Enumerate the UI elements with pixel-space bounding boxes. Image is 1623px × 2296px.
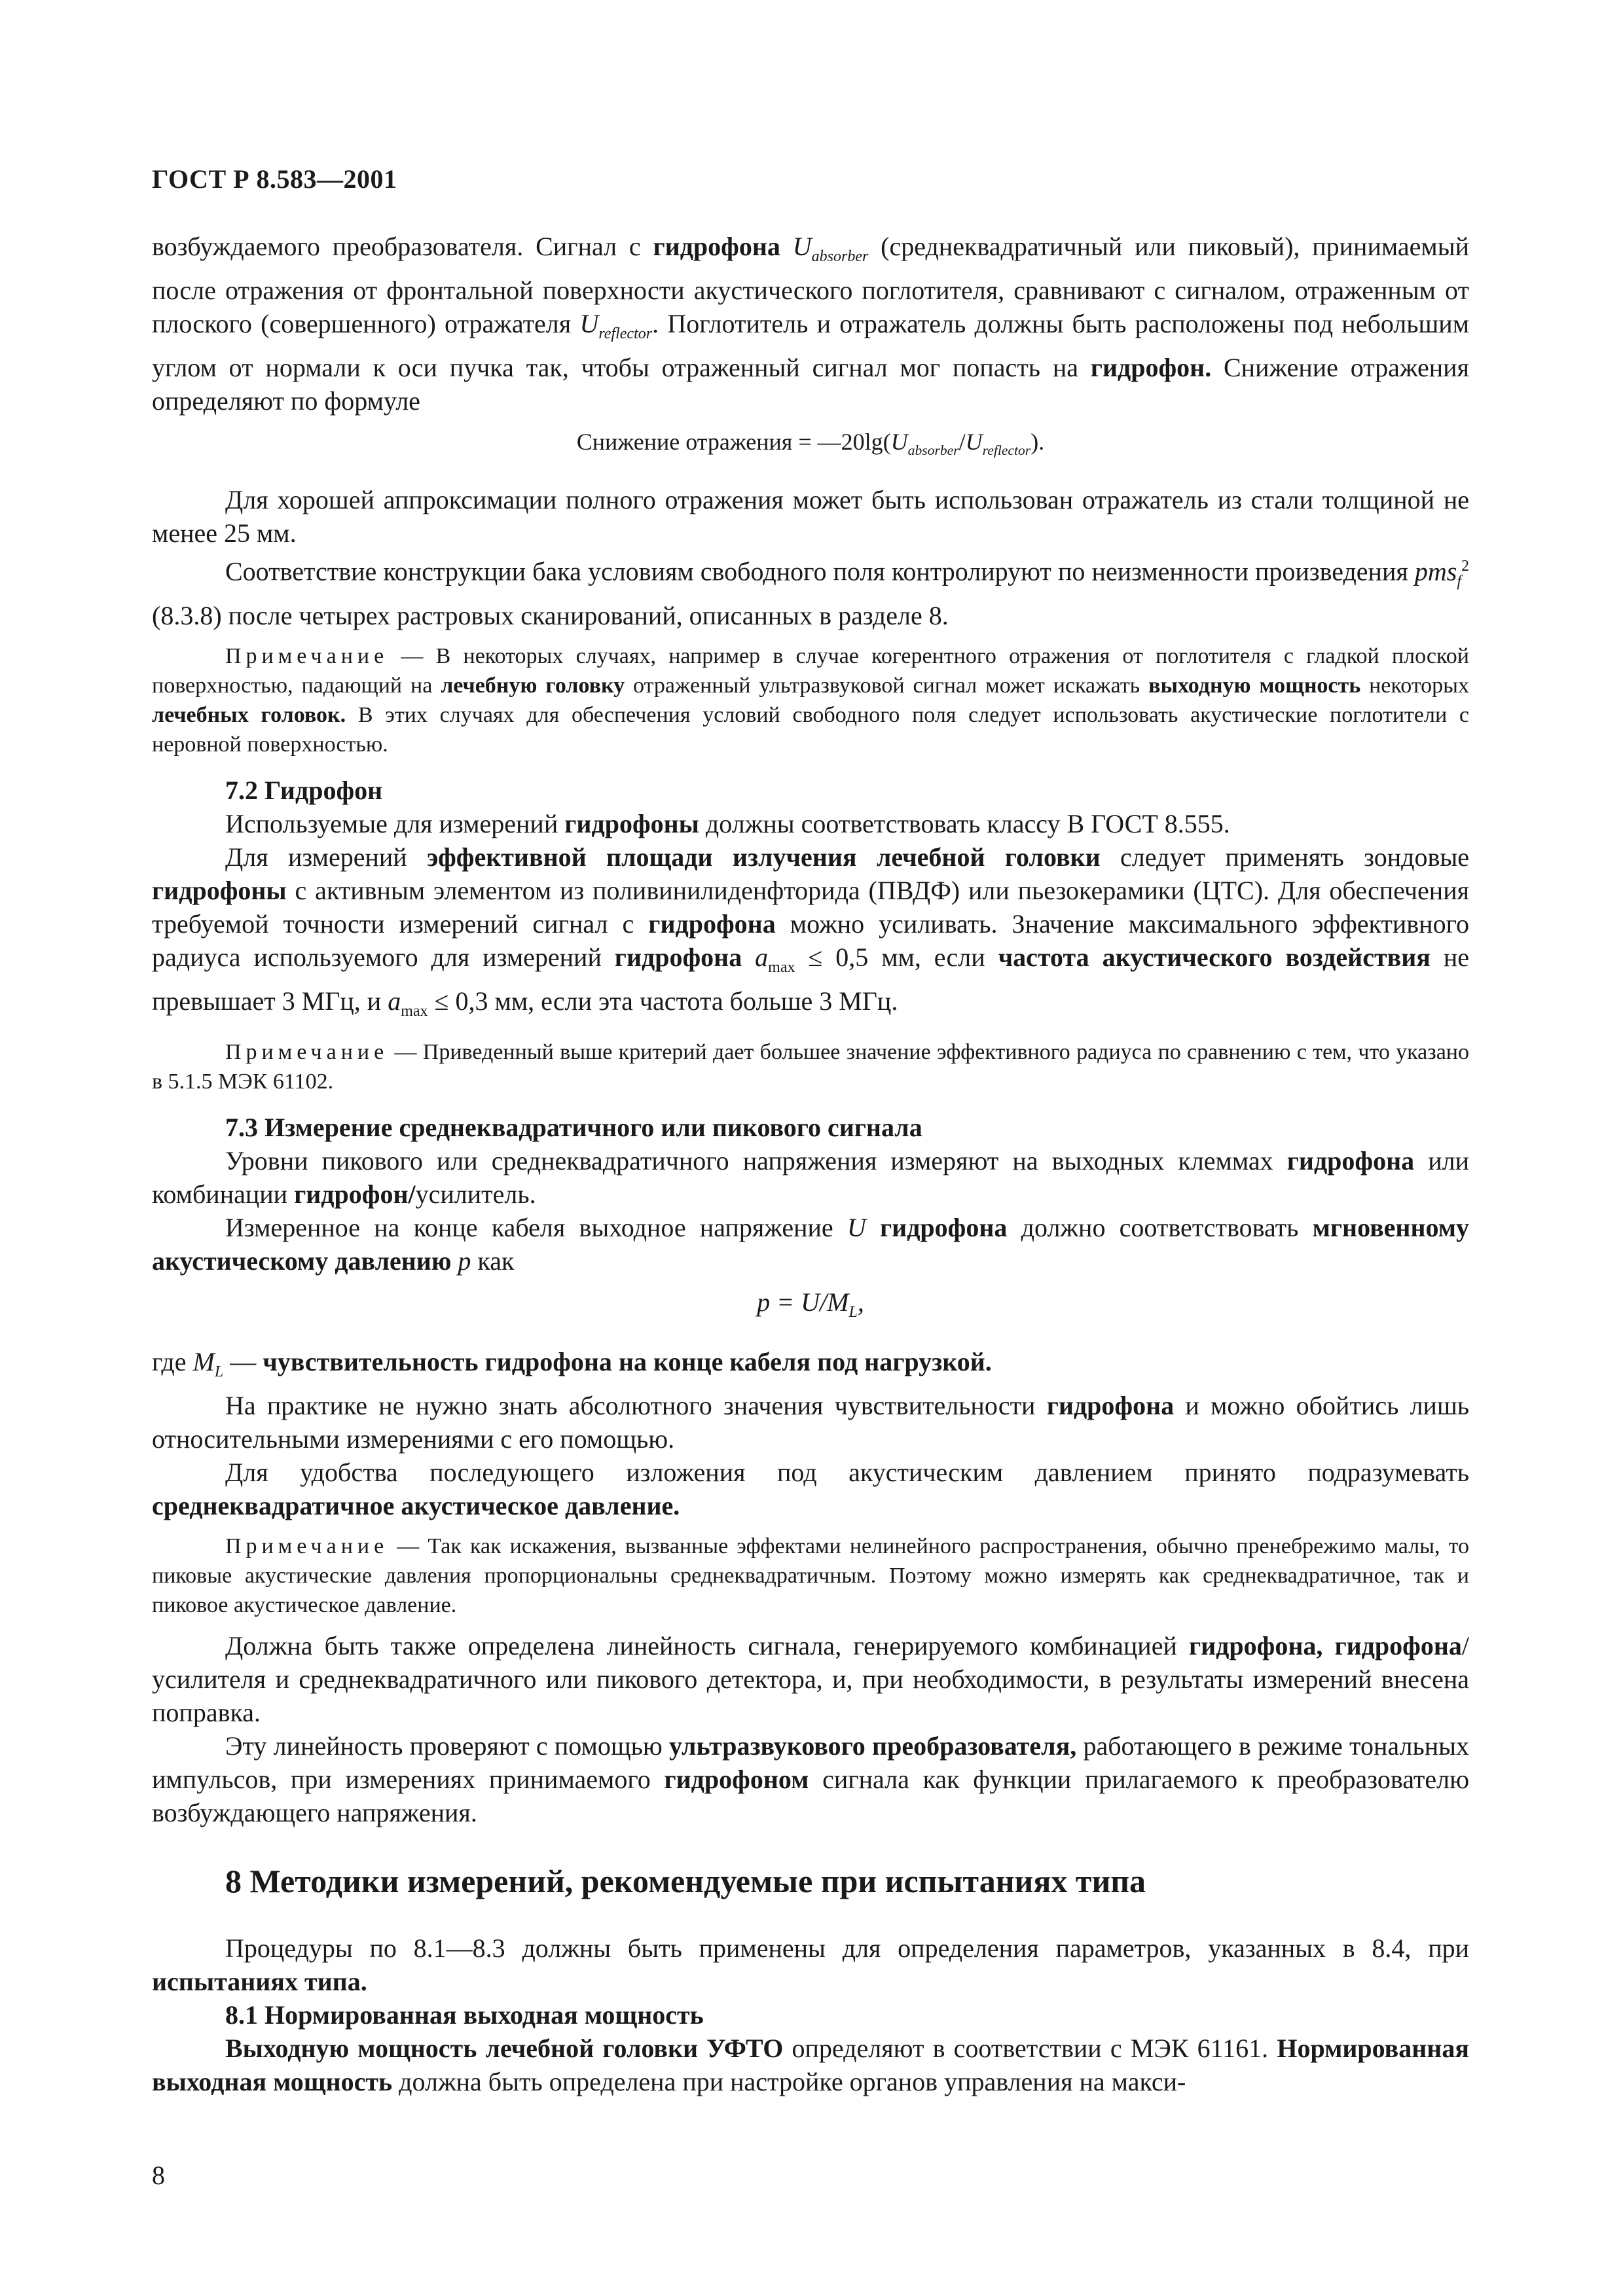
text: отраженный ультразвуковой сигнал может искажать	[625, 673, 1149, 698]
symbol-u: U	[792, 232, 812, 261]
symbol-a: a	[755, 942, 769, 972]
paragraph-linearity	[152, 1629, 1469, 1729]
text: . Поглотитель и отражатель должны быть расположены под небольшим углом от нормали к оси пучка так, чтобы отраженный сигнал мог попасть на	[152, 309, 1470, 382]
term-bold: лечебную головку	[441, 673, 625, 698]
paragraph-linearity-check	[152, 1729, 1469, 1829]
text: где	[152, 1346, 193, 1376]
text: можно усиливать. Значение максимального эффективного радиуса используемого для измерений	[152, 908, 1469, 972]
text: Для измерений	[225, 842, 428, 872]
term-bold: среднеквадратичное акустическое давление.	[152, 1490, 680, 1520]
note-label: Примечание	[225, 1534, 389, 1558]
term-bold: лечебных головок.	[152, 702, 346, 727]
text: с активным элементом из поливинилиденфторида (ПВДФ) или пьезокерамики (ЦТС). Для обеспечения требуемой точности измерений сигнал с	[152, 875, 1469, 939]
paragraph-procedures	[152, 1931, 1469, 1998]
text: (8.3.8) после четырех растровых сканирований, описанных в разделе 8.	[152, 600, 949, 630]
symbol-u: U	[847, 1212, 866, 1242]
term-bold: гидрофона	[653, 232, 780, 261]
document-page	[152, 164, 1469, 2098]
term-bold: мгновенному акустическому давлению	[152, 1212, 1470, 1276]
term-bold: гидрофона	[1046, 1390, 1175, 1420]
text: Эту линейность проверяют с помощью	[225, 1731, 670, 1761]
paragraph-where-ml	[152, 1345, 1469, 1389]
text: Соответствие конструкции бака условиям свободного поля контролируют по неизменности произведения	[225, 556, 1415, 586]
text: — Приведенный выше критерий дает большее значение эффективного радиуса по сравнению с тем, что указано в 5.1.5 МЭК 61102.	[152, 1039, 1469, 1094]
term-bold: эффективной площади излучения лечебной головки	[427, 842, 1101, 872]
page-number: 8	[152, 2161, 165, 2190]
symbol-m: M	[192, 1346, 215, 1376]
text: определяют в соответствии с МЭК 61161.	[783, 2033, 1277, 2063]
formula-text: /	[958, 429, 966, 455]
subscript: reflector	[598, 325, 653, 342]
paragraph-relative-measurements	[152, 1389, 1469, 1456]
text: Снижение отражения определяют по формуле	[152, 353, 1469, 416]
term-bold: частота акустического воздействия	[998, 942, 1431, 972]
formula-pressure	[152, 1285, 1469, 1329]
subscript: absorber	[907, 442, 959, 459]
text	[451, 1246, 458, 1276]
text: Должна быть также определена линейность сигнала, генерируемого комбинацией	[225, 1630, 1189, 1660]
text: ≤ 0,5 мм, если	[795, 942, 998, 972]
text: ≤ 0,3 мм, если эта частота больше 3 МГц.	[428, 986, 898, 1016]
note-label: Примечание	[225, 643, 389, 668]
symbol-u: U	[965, 429, 983, 455]
text: В этих случаях для обеспечения условий свободного поля следует использовать акустические поглотители с неровной поверхностью.	[152, 702, 1470, 757]
paragraph-output-power	[152, 2032, 1469, 2098]
text: Для удобства последующего изложения под акустическим давлением принято подразумевать	[225, 1457, 1469, 1487]
subscript: max	[768, 958, 795, 976]
subscript: absorber	[811, 248, 869, 265]
section-heading-8-1: 8.1 Нормированная выходная мощность	[225, 2000, 704, 2030]
note-2	[152, 1037, 1469, 1096]
formula-text: p = U/M	[757, 1287, 849, 1317]
text: не превышает 3 МГц, и	[152, 942, 1469, 1016]
formula-text: Снижение отражения = —20lg(	[576, 429, 891, 455]
symbol-p: p	[458, 1246, 471, 1276]
symbol-u: U	[579, 309, 599, 338]
formula-reflection-reduction	[152, 425, 1469, 467]
superscript: 2	[1461, 558, 1469, 575]
term-bold: Выходную мощность лечебной головки УФТО	[225, 2033, 784, 2063]
term-bold: гидрофона	[1286, 1145, 1415, 1175]
note-1	[152, 641, 1469, 759]
term-bold: гидрофоны	[152, 875, 287, 905]
section-heading-7-3: 7.3 Измерение среднеквадратичного или пикового сигнала	[225, 1112, 922, 1142]
term-bold: чувствительность гидрофона на конце кабеля под нагрузкой.	[263, 1346, 992, 1376]
text: должно соответствовать	[1007, 1212, 1313, 1242]
text: — В некоторых случаях, например в случае когерентного отражения от поглотителя с гладкой плоской поверхностью, падающий на	[152, 643, 1469, 698]
symbol-u: U	[890, 429, 908, 455]
term-bold: гидрофоны	[564, 808, 699, 838]
section-heading-8: 8 Методики измерений, рекомендуемые при испытаниях типа	[225, 1862, 1146, 1899]
term-bold: гидрофона	[648, 908, 776, 939]
term-bold: гидрофон.	[1090, 353, 1212, 382]
term-bold: гидрофона, гидрофона	[1188, 1630, 1462, 1660]
text: или комбинации	[152, 1145, 1470, 1209]
text: усилитель.	[415, 1179, 536, 1209]
subscript: L	[848, 1303, 858, 1321]
text: и можно обойтись лишь относительными измерениями с его помощью.	[152, 1390, 1469, 1454]
term-bold: гидрофон/	[294, 1179, 416, 1209]
paragraph-voltage-levels	[152, 1144, 1469, 1211]
symbol-pms: pms	[1414, 556, 1457, 586]
text: — Так как искажения, вызванные эффектами нелинейного распространения, обычно пренебрежимо малы, то пиковые акустические давления пропорциональны среднеквадратичным. Поэтому можно измерять как среднеквадратичное, так и пиковое акустическое давление.	[152, 1534, 1469, 1617]
text	[742, 942, 755, 972]
text: сигнала как функции прилагаемого к преобразователю возбуждающего напряжения.	[152, 1764, 1470, 1827]
paragraph-output-voltage	[152, 1211, 1469, 1278]
paragraph-steel-reflector: Для хорошей аппроксимации полного отражения может быть использован отражатель из стали толщиной не менее 25 мм.	[152, 485, 1469, 548]
subscript: reflector	[982, 442, 1031, 459]
text: Измеренное на конце кабеля выходное напряжение	[225, 1212, 847, 1242]
text: некоторых	[1360, 673, 1469, 698]
text: (среднеквадратичный или пиковый), принимаемый после отражения от фронтальной поверхности акустического поглотителя, сравнивают с сигналом, отраженным от плоского (совершенного) отражателя	[152, 232, 1470, 338]
paragraph-hydrophone-class	[152, 807, 1469, 840]
text: работающего в режиме тональных импульсов, при измерениях принимаемого	[152, 1731, 1469, 1794]
text: следует применять зондовые	[1100, 842, 1469, 872]
term-bold: Нормированная выходная мощность	[152, 2033, 1469, 2096]
text: —	[223, 1346, 263, 1376]
text: Уровни пикового или среднеквадратичного напряжения измеряют на выходных клеммах	[225, 1145, 1287, 1175]
paragraph-tank-conditions	[152, 550, 1469, 632]
text	[780, 232, 793, 261]
symbol-a: a	[388, 986, 401, 1016]
term-bold: выходную мощность	[1148, 673, 1361, 698]
text: /усилителя и среднеквадратичного или пикового детектора, и, при необходимости, в результаты измерений внесена поправка.	[152, 1630, 1470, 1727]
subscript: L	[214, 1363, 224, 1380]
subscript: max	[401, 1002, 428, 1020]
term-bold: гидрофоном	[664, 1764, 809, 1794]
text: как	[471, 1246, 515, 1276]
term-bold: гидрофона	[614, 942, 742, 972]
text: Процедуры по 8.1—8.3 должны быть применены для определения параметров, указанных в 8.4, при	[225, 1933, 1469, 1963]
text: возбуждаемого преобразователя. Сигнал с	[152, 232, 653, 261]
text: должны соответствовать классу В ГОСТ 8.555.	[699, 808, 1230, 838]
term-bold: гидрофона	[879, 1212, 1008, 1242]
text: должна быть определена при настройке органов управления на макси-	[392, 2066, 1186, 2096]
formula-text: ).	[1030, 429, 1045, 455]
paragraph-rms-pressure	[152, 1456, 1469, 1522]
section-heading-7-2: 7.2 Гидрофон	[225, 775, 383, 805]
note-label: Примечание	[225, 1039, 389, 1064]
paragraph-hydrophone-requirements	[152, 840, 1469, 1028]
text: На практике не нужно знать абсолютного значения чувствительности	[225, 1390, 1047, 1420]
subscript: f	[1457, 573, 1461, 590]
note-3	[152, 1532, 1469, 1620]
term-bold: испытаниях типа.	[152, 1966, 367, 1996]
formula-text: ,	[857, 1287, 864, 1317]
document-header: ГОСТ Р 8.583—2001	[152, 164, 397, 194]
text	[866, 1213, 880, 1242]
text: Используемые для измерений	[225, 808, 565, 838]
term-bold: ультразвукового преобразователя,	[669, 1731, 1077, 1761]
paragraph-reflection-method	[152, 230, 1469, 418]
